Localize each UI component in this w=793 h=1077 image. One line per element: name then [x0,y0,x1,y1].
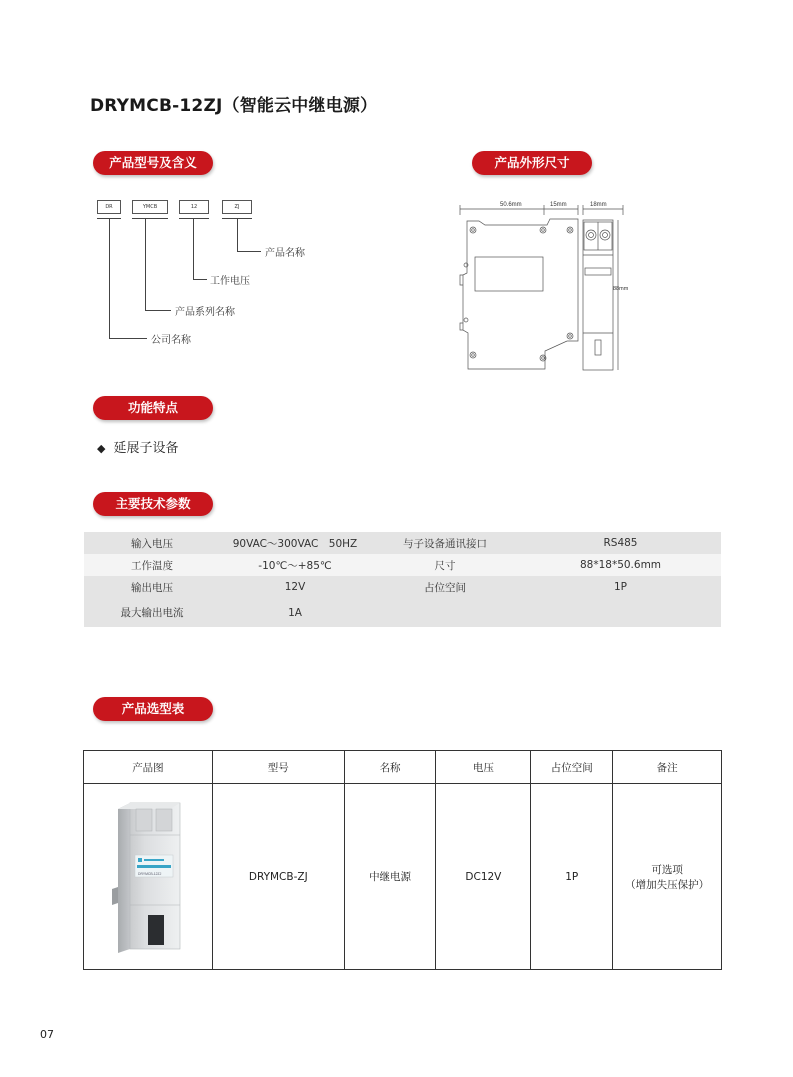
section-model-meaning: 产品型号及含义 [93,151,213,175]
page-number: 07 [40,1028,54,1041]
spec-value: RS485 [520,532,721,554]
spec-table [84,532,721,627]
col-header-name: 名称 [344,751,436,784]
spec-value [520,598,721,627]
spec-value: 90VAC～300VAC 50HZ [220,532,370,554]
col-header-model: 型号 [212,751,344,784]
cell-voltage: DC12V [436,784,531,970]
cell-space: 1P [531,784,613,970]
table-row [84,576,721,598]
dim-height-label: 88mm [613,286,629,292]
table-row [84,784,722,970]
table-header-row [84,751,722,784]
col-header-voltage: 电压 [436,751,531,784]
dim-module-label: 18mm [590,202,607,208]
dim-side-label: 15mm [550,202,567,208]
table-row [84,554,721,576]
section-features: 功能特点 [93,396,213,420]
spec-value: -10℃～+85℃ [220,554,370,576]
device-label-text: DRYMCB-12ZJ [137,871,162,876]
product-image [108,797,188,957]
spec-value: 88*18*50.6mm [520,554,721,576]
spec-label: 尺寸 [370,554,520,576]
spec-value: 12V [220,576,370,598]
product-image-cell [84,784,213,970]
spec-label [370,598,520,627]
section-selection: 产品选型表 [93,697,213,721]
spec-label: 输入电压 [84,532,220,554]
code-part-dr: DR [97,200,121,214]
note-line-2: （增加失压保护） [625,878,710,891]
dimension-drawing [455,195,630,375]
spec-label: 工作温度 [84,554,220,576]
spec-label: 最大输出电流 [84,598,220,627]
section-specs: 主要技术参数 [93,492,213,516]
meaning-product-name: 产品名称 [265,248,305,259]
cell-model: DRYMCB-ZJ [212,784,344,970]
spec-label: 输出电压 [84,576,220,598]
meaning-company: 公司名称 [151,335,191,346]
feature-item [97,437,178,456]
meaning-voltage: 工作电压 [210,276,250,287]
col-header-space: 占位空间 [531,751,613,784]
code-part-12: 12 [179,200,209,214]
section-dimensions: 产品外形尺寸 [472,151,592,175]
spec-label: 占位空间 [370,576,520,598]
code-part-zj: ZJ [222,200,252,214]
cell-name: 中继电源 [344,784,436,970]
page-title: DRYMCB-12ZJ（智能云中继电源） [90,96,378,116]
feature-text: 延展子设备 [113,441,179,456]
cell-note [613,784,722,970]
table-row [84,532,721,554]
meaning-series: 产品系列名称 [175,307,235,318]
dim-width-label: 50.6mm [500,202,522,208]
diamond-bullet-icon: ◆ [97,442,106,455]
code-part-ymcb: YMCB [132,200,168,214]
note-line-1: 可选项 [651,863,683,876]
spec-value: 1A [220,598,370,627]
col-header-note: 备注 [613,751,722,784]
col-header-image: 产品图 [84,751,213,784]
table-row [84,598,721,627]
selection-table [83,750,722,970]
spec-value: 1P [520,576,721,598]
spec-label: 与子设备通讯接口 [370,532,520,554]
